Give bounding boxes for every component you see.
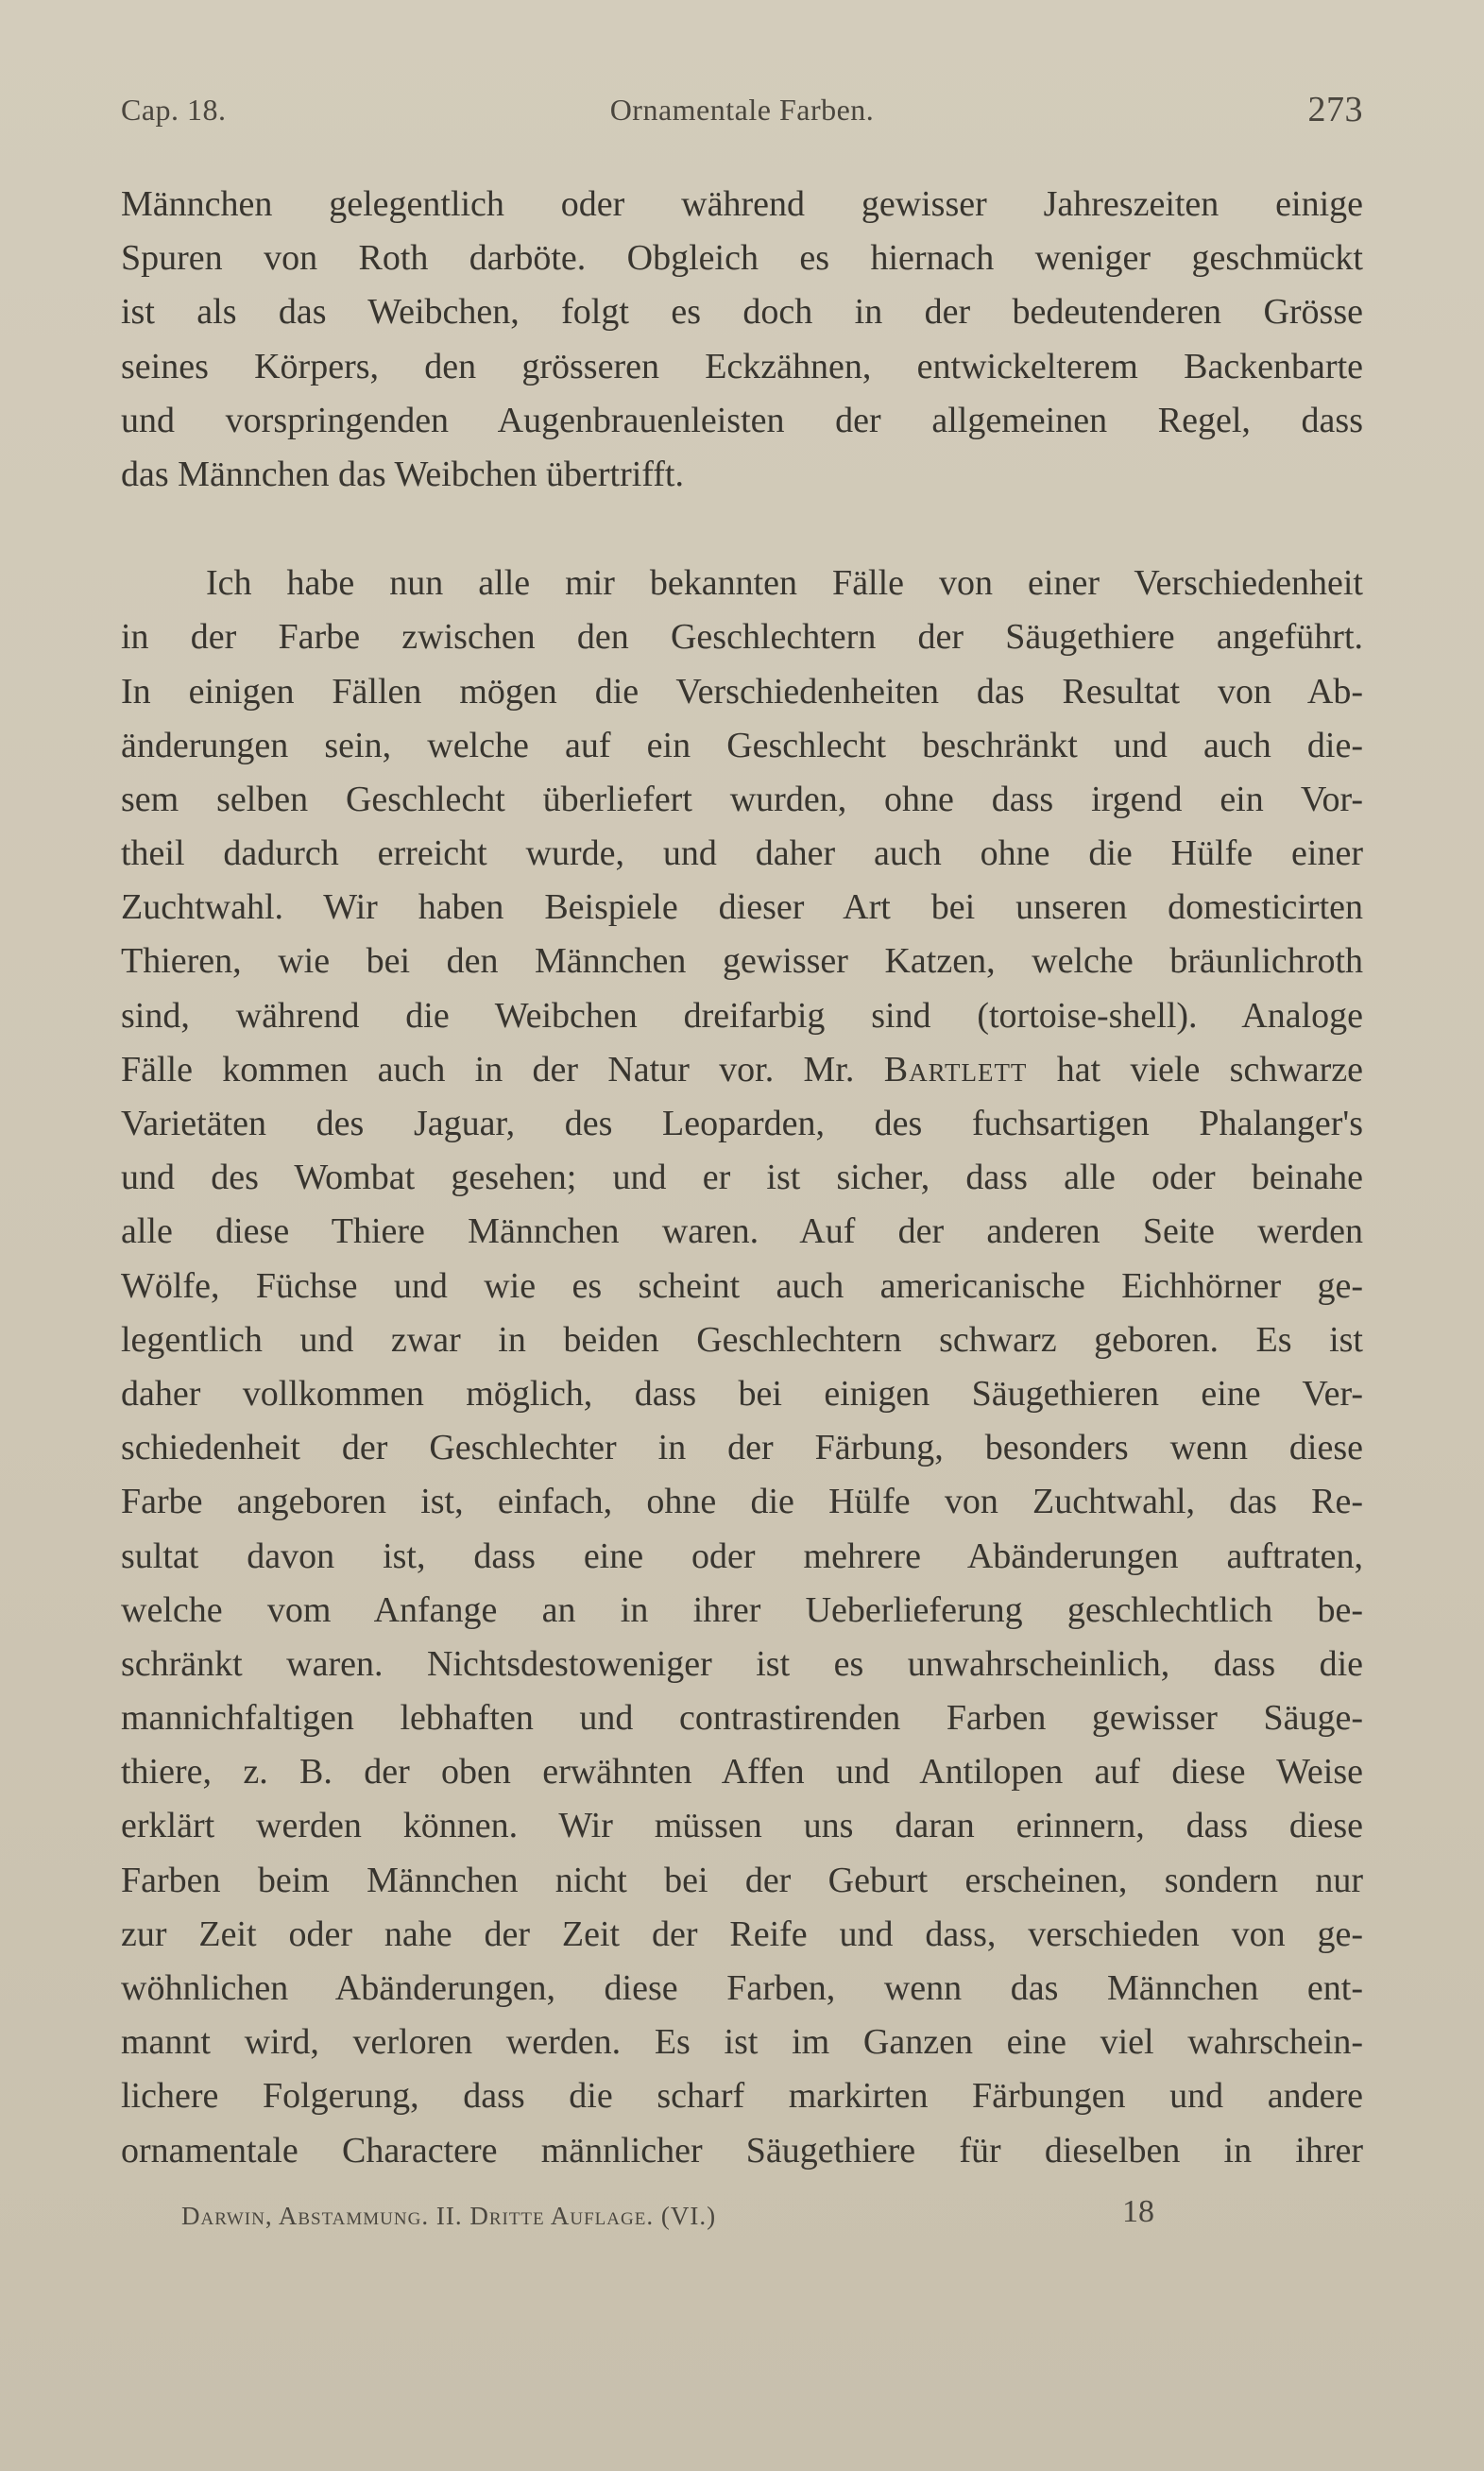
text-line: Ich habe nun alle mir bekannten Fälle von einer Verschiedenheit — [206, 563, 1363, 604]
text-line: theil dadurch erreicht wurde, und daher auch ohne die Hülfe einer — [121, 833, 1363, 874]
text-line — [121, 1043, 1363, 1097]
text-line: legentlich und zwar in beiden Geschlechtern schwarz geboren. Es ist — [121, 1319, 1363, 1360]
text-line: Varietäten des Jaguar, des Leoparden, des fuchsartigen Phalanger's — [121, 1104, 1363, 1143]
text-line: schränkt waren. Nichtsdestoweniger ist es unwahrscheinlich, dass die — [121, 1643, 1363, 1684]
text-line: daher vollkommen möglich, dass bei einigen Säugethieren eine Ver- — [121, 1373, 1363, 1414]
text-line: Thieren, wie bei den Männchen gewisser Katzen, welche bräunlichroth — [121, 941, 1363, 982]
chapter-label: Cap. 18. — [121, 93, 227, 127]
paragraph-2 — [121, 557, 1363, 2178]
text-line: erklärt werden können. Wir müssen uns daran erinnern, dass diese — [121, 1806, 1363, 1846]
text-line: sultat davon ist, dass eine oder mehrere Abänderungen auftraten, — [121, 1536, 1363, 1576]
page-footer — [181, 2194, 1183, 2241]
text-line: Zuchtwahl. Wir haben Beispiele dieser Art bei unseren domesticirten — [121, 887, 1363, 928]
text-line: schiedenheit der Geschlechter in der Färbung, besonders wenn diese — [121, 1428, 1363, 1468]
text-line: und vorspringenden Augenbrauenleisten der allgemeinen Regel, dass — [121, 400, 1363, 440]
text-line: Wölfe, Füchse und wie es scheint auch americanische Eichhörner ge- — [121, 1265, 1363, 1306]
text-line: änderungen sein, welche auf ein Geschlecht beschränkt und auch die- — [121, 725, 1363, 765]
page-number: 273 — [1307, 90, 1363, 129]
text-line: wöhnlichen Abänderungen, diese Farben, wenn das Männchen ent- — [121, 1968, 1363, 2008]
sheet-number: 18 — [1122, 2194, 1154, 2229]
text-line: mannichfaltigen lebhaften und contrastirenden Farben gewisser Säuge- — [121, 1698, 1363, 1739]
text-line: zur Zeit oder nahe der Zeit der Reife und dass, verschieden von ge- — [121, 1913, 1363, 1954]
text-line: Farben beim Männchen nicht bei der Geburt erscheinen, sondern nur — [121, 1860, 1363, 1900]
text-line: sind, während die Weibchen dreifarbig sind (tortoise-shell). Analoge — [121, 995, 1363, 1036]
text-line: Männchen gelegentlich oder während gewisser Jahreszeiten einige — [121, 184, 1363, 224]
text-line: lichere Folgerung, dass die scharf markirten Färbungen und andere — [121, 2076, 1363, 2117]
running-title: Ornamentale Farben. — [609, 93, 875, 127]
text-line: welche vom Anfange an in ihrer Ueberlieferung geschlechtlich be- — [121, 1589, 1363, 1630]
text-line: und des Wombat gesehen; und er ist sicher, dass alle oder beinahe — [121, 1158, 1363, 1198]
paragraph-1 — [121, 178, 1363, 502]
text-line: mannt wird, verloren werden. Es ist im Ganzen eine viel wahrschein- — [121, 2022, 1363, 2063]
text-line: Spuren von Roth darböte. Obgleich es hiernach weniger geschmückt — [121, 238, 1363, 279]
text-line: das Männchen das Weibchen übertrifft. — [121, 454, 684, 494]
signature-line: Darwin, Abstammung. II. Dritte Auflage. (VI.) — [181, 2202, 717, 2230]
person-name: Bartlett — [883, 1049, 1028, 1090]
text-line: In einigen Fällen mögen die Verschiedenheiten das Resultat von Ab- — [121, 671, 1363, 712]
text-line: ist als das Weibchen, folgt es doch in der bedeutenderen Grösse — [121, 292, 1363, 333]
running-header — [121, 90, 1363, 140]
text-line: Farbe angeboren ist, einfach, ohne die Hülfe von Zuchtwahl, das Re- — [121, 1482, 1363, 1522]
text-line: in der Farbe zwischen den Geschlechtern der Säugethiere angeführt. — [121, 617, 1363, 658]
paragraph-gap — [121, 502, 1363, 557]
text-segment: Fälle kommen auch in der Natur vor. Mr. — [121, 1049, 884, 1090]
text-line: thiere, z. B. der oben erwähnten Affen und Antilopen auf diese Weise — [121, 1752, 1363, 1793]
text-line: seines Körpers, den grösseren Eckzähnen, entwickelterem Backenbarte — [121, 346, 1363, 386]
text-segment: hat viele schwarze — [1027, 1049, 1364, 1090]
text-line: sem selben Geschlecht überliefert wurden, ohne dass irgend ein Vor- — [121, 779, 1363, 819]
body-text — [121, 178, 1363, 2178]
text-line: ornamentale Charactere männlicher Säugethiere für dieselben in ihrer — [121, 2130, 1363, 2171]
text-line: alle diese Thiere Männchen waren. Auf der anderen Seite werden — [121, 1211, 1363, 1252]
